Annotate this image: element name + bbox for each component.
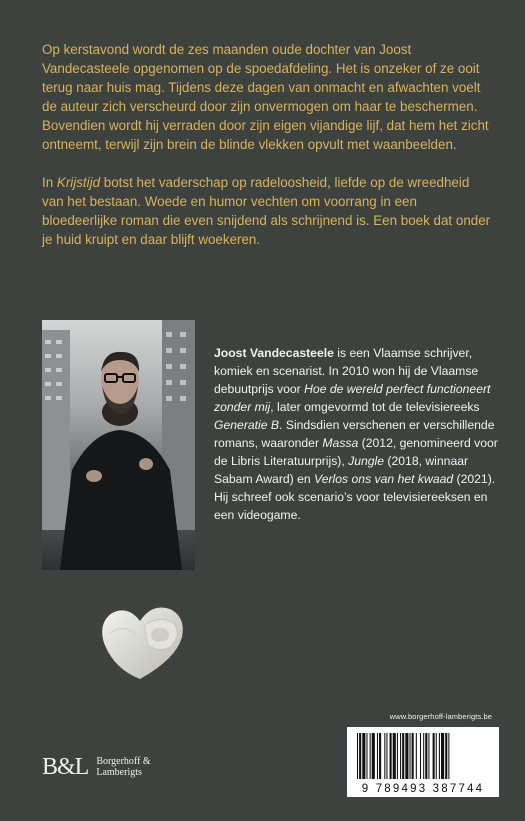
barcode-bar xyxy=(386,733,387,779)
author-name: Joost Vandecasteele xyxy=(214,346,334,360)
barcode-bar xyxy=(402,733,404,779)
barcode-bar xyxy=(423,733,424,779)
barcode-bar xyxy=(405,733,408,779)
barcode-bar xyxy=(357,733,358,779)
heart-megaphone-icon xyxy=(100,603,188,686)
bio-book-2: Massa xyxy=(322,436,359,450)
isbn-number: 9 789493 387744 xyxy=(361,783,485,795)
barcode-bar xyxy=(400,733,401,779)
bio-text-1: is een Vlaamse schrijver, komiek en scenarist. In 2010 won hij de Vlaamse debuutprijs voor xyxy=(214,346,479,396)
barcode-bar xyxy=(359,733,361,779)
barcode-bar xyxy=(420,733,421,779)
author-photo xyxy=(42,320,195,570)
barcode-bars xyxy=(347,727,499,783)
barcode-bar xyxy=(384,733,385,779)
publisher-name-line-2: Lamberigts xyxy=(96,767,142,778)
publisher-name-line-1: Borgerhoff & xyxy=(96,756,151,767)
barcode-bar xyxy=(433,733,435,779)
bio-text-4: (2012, genomineerd voor de Libris Literatuurprijs), xyxy=(214,436,498,468)
barcode-bar xyxy=(439,733,440,779)
barcode-bar xyxy=(448,733,449,779)
barcode-bar xyxy=(436,733,437,779)
blurb-p2-body: botst het vaderschap op radeloosheid, liefde op de wreedheid van het bestaan. Woede en humor vechten om voorrang in een bloedeerlijke roman die even snijdend als schrijnend is. Een boek dat onder je huid kruipt en daar blijft woekeren. xyxy=(42,175,491,247)
barcode-bar xyxy=(390,733,392,779)
publisher-mark: B&L xyxy=(42,753,89,780)
publisher-url: www.borgerhoff-lamberigts.be xyxy=(389,712,492,721)
bio-book-3: Jungle xyxy=(348,454,385,468)
blurb-paragraph-1: Op kerstavond wordt de zes maanden oude dochter van Joost Vandecasteele opgenomen op de spoedafdeling. Het is onzeker of ze ooit terug naar huis mag. Tijdens deze dagen van onmacht en afwachten voelt de auteur zich verscheurd door zijn onvermogen om haar te beschermen. Bovendien wordt hij verraden door zijn eigen vijandige lijf, dat hem het zicht ontneemt, terwijl zijn brein de blinde vlekken opvult met waanbeelden. xyxy=(42,42,489,152)
isbn-barcode xyxy=(347,727,499,797)
bio-text-6: (2021). Hij schreef ook scenario’s voor televisiereeksen en een videogame. xyxy=(214,472,496,522)
back-cover-blurb xyxy=(42,40,492,249)
bio-book-4: Verlos ons van het kwaad xyxy=(314,472,454,486)
bio-text-2: , later omgevormd tot de televisiereeks xyxy=(270,400,480,414)
author-bio xyxy=(214,344,504,524)
blurb-paragraph-2 xyxy=(42,173,492,249)
publisher-logo xyxy=(42,752,151,782)
barcode-bar xyxy=(445,733,447,779)
book-title: Krijstijd xyxy=(56,175,101,190)
barcode-bar xyxy=(393,733,396,779)
barcode-bar xyxy=(412,733,414,779)
barcode-bar xyxy=(416,733,417,779)
barcode-bar xyxy=(397,733,398,779)
barcode-bar xyxy=(410,733,411,779)
bio-text-5: (2018, winnaar Sabam Award) en xyxy=(214,454,469,486)
barcode-bar xyxy=(370,733,371,779)
barcode-bar xyxy=(428,733,429,779)
barcode-bar xyxy=(425,733,427,779)
bio-text-3: . Sindsdien verschenen er verschillende romans, waaronder xyxy=(214,418,495,450)
bio-book-1: Hoe de wereld perfect functioneert zonder mij xyxy=(214,382,491,414)
publisher-name xyxy=(96,756,150,778)
barcode-bar xyxy=(441,733,444,779)
barcode-bar xyxy=(377,733,378,779)
barcode-bar xyxy=(372,733,375,779)
blurb-p2-intro: In xyxy=(42,175,57,190)
barcode-bar xyxy=(366,733,367,779)
bio-tv-show: Generatie B xyxy=(214,418,280,432)
barcode-bar xyxy=(379,733,381,779)
barcode-bar xyxy=(362,733,365,779)
